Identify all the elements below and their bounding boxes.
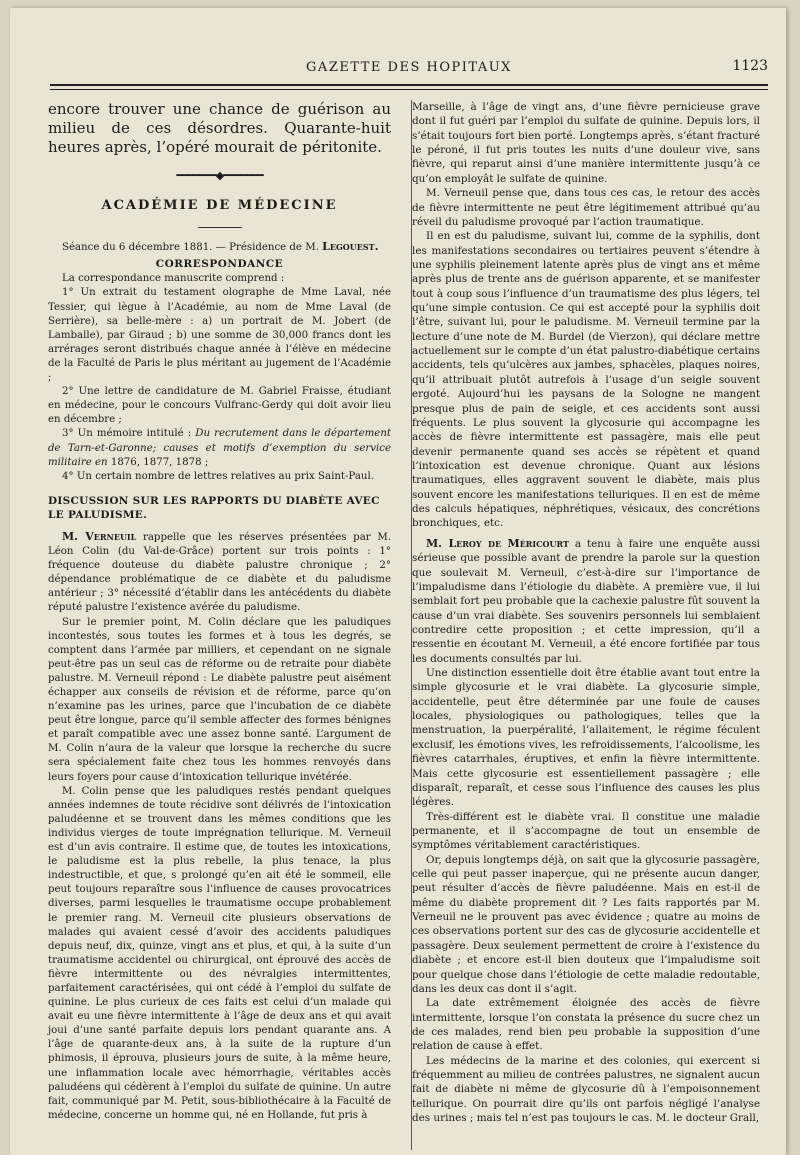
paragraph: Très-différent est le diabète vrai. Il constitue une maladie permanente, et il s’accompagne de tout un ensemble de symptômes véritablement caractéristiques. <box>412 810 760 852</box>
paragraph: La date extrêmement éloignée des accès de fièvre intermittente, lorsque l’on constata la présence du sucre chez un de ces malades, rend bien peu probable la supposition d’une relation de cause à effet. <box>412 997 760 1053</box>
paragraph: Il en est du paludisme, suivant lui, comme de la syphilis, dont les manifestations secondaires ou tertiaires peuvent s’étendre à une syphilis pleinement latente après plus de vingt ans et même après plus de trente ans de guérison apparente, et se manifester tout à coup sous l’influence d’un traumatisme des plus légers, tel qu’une simple contusion. Ce qui est accepté pour la syphilis doit l’être, suivant lui, pour le paludisme. M. Verneuil termine par la lecture d’une note de M. Burdel (de Vierzon), qui déclare mettre actuellement sur le compte d’un état palustro-diabétique certains accidents, tels qu’ulcères aux jambes, sphacèles, plaques noires, qu’il attribuait plutôt autrefois à l’usage d’un seigle souvent ergoté. Aujourd’hui les paysans de la Sologne ne mangent presque plus de pain de seigle, et ces accidents sont aussi fréquents. Le plus souvent la glycosurie qui accompagne les accès de fièvre intermittente est passagère, mais elle peut devenir permanente quand ses accès se répètent et quand l’intoxication est devenue chronique. Quant aux lésions traumatiques, elles aggravent souvent le diabète, mais plus souvent encore les manifestations telluriques. Il en est de même des calculs hépatiques, néphrétiques, vésicaux, des concrétions bronchiques, etc. <box>412 230 760 530</box>
memoir-title: Du recrutement dans le département de Tarn-et-Garonne; causes et motifs d’exemption du service militaire en <box>48 428 391 468</box>
header-rule-thin <box>50 89 768 90</box>
ornament-divider: ━━━━━━━◆━━━━━━━ <box>176 169 263 182</box>
paragraph <box>48 427 391 469</box>
subhead-correspondance: CORRESPONDANCE <box>155 258 284 271</box>
paragraph: Une distinction essentielle doit être établie avant tout entre la simple glycosurie et le vrai diabète. La glycosurie simple, accidentelle, peut être déterminée par une foule de causes locales, physiologiques ou pathologiques, telles que la menstruation, la puerpéralité, l’allaitement, le régime féculent exclusif, les émotions vives, les refroidissements, l’alcoolisme, les fièvres catarrhales, éruptives, et enfin la fièvre intermittente. Mais cette glycosurie est essentiellement passagère ; elle disparaît, reparaît, et cesse sous l’influence des causes les plus légères. <box>412 667 760 809</box>
paragraph: Les médecins de la marine et des colonies, qui exercent si fréquemment au milieu de contrées palustres, ne signalent aucun fait de diabète ni même de glycosurie dû à l’empoisonnement tellurique. On pourrait dire qu’ils ont parfois négligé l’analyse des urines ; mais tel n’est pas toujours le cas. M. le docteur Grall, <box>412 1054 760 1125</box>
paragraph: M. Colin pense que les paludiques restés pendant quelques années indemnes de toute récidive sont délivrés de l’intoxication paludéenne et se trouvent dans les mêmes conditions que les individus vierges de toute imprégnation tellurique. M. Verneuil est d’un avis contraire. Il estime que, de toutes les intoxications, le paludisme est la plus rebelle, la plus tenace, la plus indestructible, et que, s prolongé qu’en ait été le sommeil, elle peut toujours reparaître sous l’influence de causes provocatrices diverses, parmi lesquelles le traumatisme occupe probablement le premier rang. M. Verneuil cite plusieurs observations de malades qui avaient cessé d’avoir des accidents paludiques depuis neuf, dix, quinze, vingt ans et plus, et qui, à la suite d’un traumatisme accidentel ou chirurgical, ont éprouvé des accès de fièvre intermittente ou des névralgies intermittentes, parfaitement caractérisées, qui ont cédé à l’emploi du sulfate de quinine. Le plus curieux de ces faits est celui d’un malade qui avait eu une fièvre intermittente à l’âge de deux ans et qui avait joui d’une santé parfaite depuis lors pendant quarante ans. A l’âge de quarante-deux ans, à la suite de la rupture d’un phimosis, il éprouva, plusieurs jours de suite, à la même heure, une inflammation locale avec hémorrhagie, véritables accès paludéens qui cédèrent à l’emploi du sulfate de quinine. Un autre fait, communiqué par M. Petit, sous-bibliothécaire à la Faculté de médecine, concerne un homme qui, né en Hollande, fut pris à <box>48 785 391 1121</box>
paragraph: 1° Un extrait du testament olographe de Mme Laval, née Tessier, qui lègue à l’Académie, au nom de Mme Laval (de Serrière), sa belle-mère : a) un portrait de M. Jobert (de Lamballe), par Giraud ; b) une somme de 30,000 francs dont les arrérages seront distribués chaque année à l’élève en médecine de la Faculté de Paris le plus méritant au jugement de l’Académie ; <box>48 287 391 384</box>
paragraph: 2° Une lettre de candidature de M. Gabriel Fraisse, étudiant en médecine, pour le concours Vulfranc-Gerdy qui doit avoir lieu en décembre ; <box>48 386 391 426</box>
left-column <box>48 100 391 1123</box>
text-span: 1876, 1877, 1878 ; <box>110 456 209 468</box>
speaker-name: M. Leroy de Méricourt <box>426 536 569 550</box>
president-name: Legouest. <box>322 240 379 254</box>
paragraph: Sur le premier point, M. Colin déclare que les paludiques incontestés, sous toutes les formes et à tous les degrés, se comptent dans l’armée par milliers, et cependant on ne signale peut-être pas un seul cas de réforme ou de retraite pour diabète palustre. M. Verneuil répond : Le diabète palustre peut aisément échapper aux conseils de révision et de réforme, parce qu’on n’examine pas les urines, parce que l’incubation de ce diabète peut être longue, parce qu’il semble affecter des formes bénignes et paraît compatible avec une assez bonne santé. L’argument de M. Colin n’aura de la valeur que lorsque la recherche du sucre sera spécialement faite chez tous les hommes renvoyés dans leurs foyers pour cause d’intoxication tellurique invétérée. <box>48 616 391 783</box>
section-title: ACADÉMIE DE MÉDECINE <box>101 198 338 214</box>
text-span: 3° Un mémoire intitulé : <box>62 428 192 440</box>
short-rule <box>198 227 242 228</box>
intro-paragraph: encore trouver une chance de guérison au milieu de ces désordres. Quarante-huit heures après, l’opéré mourait de péritonite. <box>48 100 391 156</box>
paragraph: 4° Un certain nombre de lettres relatives au prix Saint-Paul. <box>62 470 374 482</box>
journal-title: GAZETTE DES HOPITAUX <box>306 60 512 75</box>
seance-text: Séance du 6 décembre 1881. — Présidence de M. <box>62 242 319 254</box>
paragraph: Marseille, à l’âge de vingt ans, d’une fièvre pernicieuse grave dont il fut guéri par l’emploi du sulfate de quinine. Depuis lors, il s’était toujours fort bien porté. Longtemps après, s’étant fracturé le péroné, il fut pris toutes les nuits d’une douleur vive, sans fièvre, qui reparut ainsi d’une manière intermittente jusqu’à ce qu’on employât le sulfate de quinine. <box>412 101 760 185</box>
paragraph <box>412 537 760 666</box>
paragraph: M. Verneuil pense que, dans tous ces cas, le retour des accès de fièvre intermittente ne peut être légitimement attribué qu’au réveil du paludisme provoqué par l’action traumatique. <box>412 187 760 228</box>
newspaper-page <box>10 8 786 1155</box>
page-header <box>50 58 768 80</box>
paragraph: La correspondance manuscrite comprend : <box>62 273 285 285</box>
text-span: a tenu à faire une enquête aussi sérieuse que possible avant de prendre la parole sur la question que soulevait M. Verneuil, c’est-à-dire sur l’importance de l’impaludisme dans l’étiologie du diabète. A première vue, il lui semblait fort peu probable que la cachexie palustre fût souvent la cause d’un vrai diabète. Ses souvenirs personnels lui semblaient contredire cette proposition ; et cette impression, qu’il a ressentie en écoutant M. Verneuil, a été encore fortifiée par tous les documents consultés par lui. <box>412 537 760 665</box>
right-column <box>412 100 760 1126</box>
text-span: rappelle que les réserves présentées par M. Léon Colin (du Val-de-Grâce) portent sur trois points : 1° fréquence douteuse du diabète palustre chronique ; 2° dépendance problématique de ce diabète et du paludisme antérieur ; 3° nécessité d’établir dans les antécédents du diabète réputé palustre l’existence avérée du paludisme. <box>48 531 391 614</box>
page-number: 1123 <box>732 58 768 74</box>
paragraph: Or, depuis longtemps déjà, on sait que la glycosurie passagère, celle qui peut passer inaperçue, qui ne présente aucun danger, peut résulter d’accès de fièvre paludéenne. Mais en est-il de même du diabète proprement dit ? Les faits rapportés par M. Verneuil ne le prouvent pas avec évidence ; quatre au moins de ces observations portent sur des cas de glycosurie accidentelle et passagère. Deux seulement permettent de croire à l’existence du diabète ; et encore est-il bien douteux que l’impaludisme soit pour quelque chose dans l’étiologie de cette maladie redoutable, dans les deux cas dont il s’agit. <box>412 853 760 995</box>
paragraph <box>48 530 391 616</box>
subhead-discussion: DISCUSSION SUR LES RAPPORTS DU DIABÈTE AVEC LE PALUDISME. <box>48 494 380 521</box>
speaker-name: M. Verneuil <box>62 529 137 543</box>
seance-line <box>48 240 391 255</box>
header-rule-thick <box>50 84 768 86</box>
